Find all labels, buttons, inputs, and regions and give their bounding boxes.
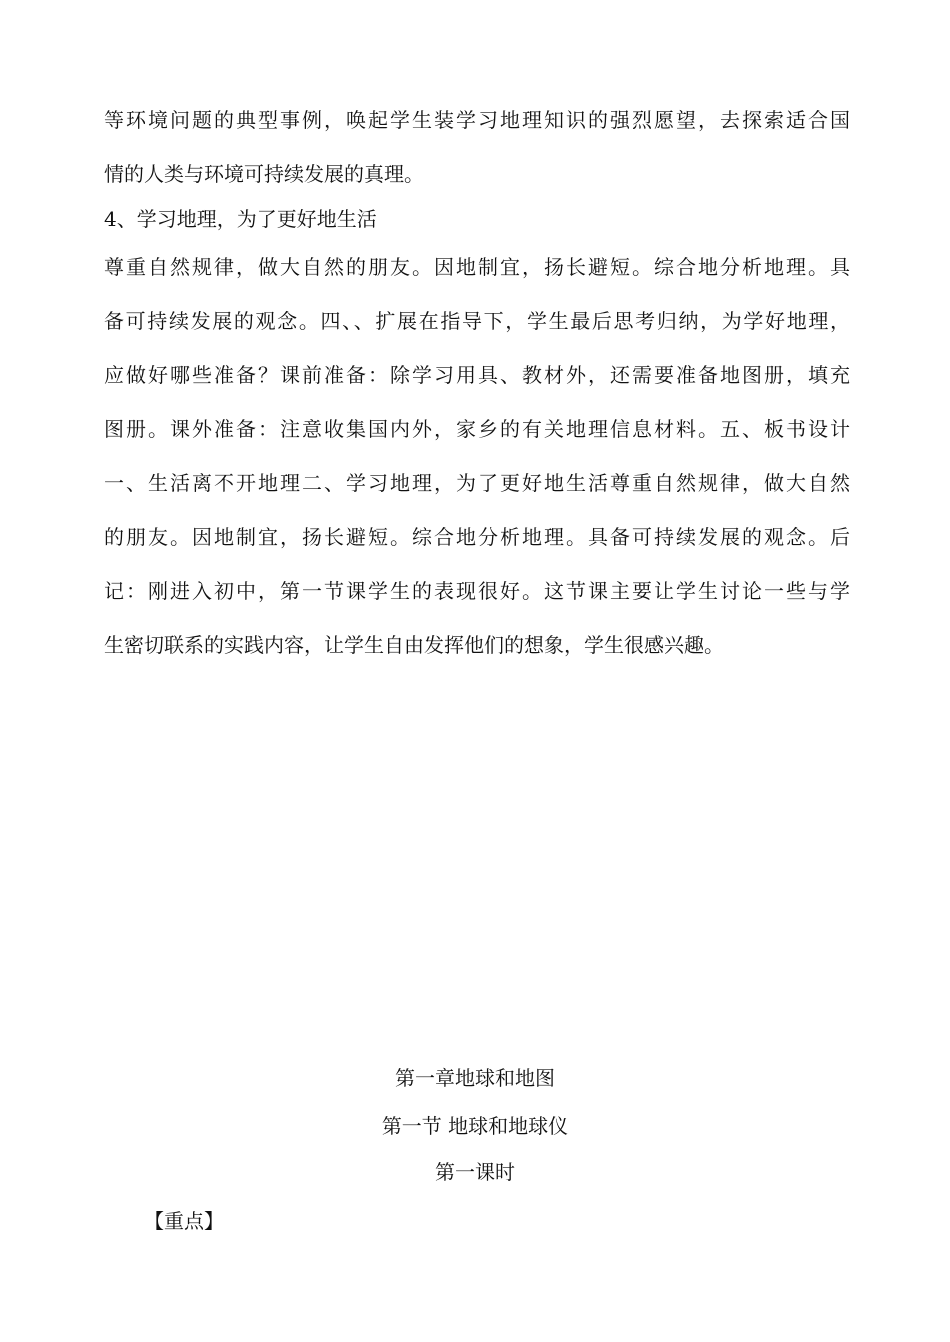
- paragraph-line: 尊重自然规律，做大自然的朋友。因地制宜，扬长避短。综合地分析地理。具: [104, 255, 850, 279]
- chapter-title: 第一章地球和地图: [395, 1066, 555, 1090]
- paragraph-line: 的朋友。因地制宜，扬长避短。综合地分析地理。具备可持续发展的观念。后: [104, 525, 850, 549]
- lesson-title: 第一课时: [435, 1160, 515, 1184]
- key-points-label: 【重点】: [144, 1209, 224, 1233]
- paragraph-line: 应做好哪些准备？课前准备：除学习用具、教材外，还需要准备地图册，填充: [104, 363, 850, 387]
- section-title: 第一节 地球和地球仪: [381, 1114, 569, 1138]
- paragraph-line: 情的人类与环境可持续发展的真理。: [104, 162, 424, 186]
- paragraph-intro: [104, 93, 850, 201]
- paragraph-line: 图册。课外准备：注意收集国内外，家乡的有关地理信息材料。五、板书设计: [104, 417, 850, 441]
- paragraph-line: 一、生活离不开地理二、学习地理，为了更好地生活尊重自然规律，做大自然: [104, 471, 850, 495]
- paragraph-line: 备可持续发展的观念。四、、扩展在指导下，学生最后思考归纳，为学好地理，: [104, 309, 850, 333]
- section-heading-4: 4、学习地理，为了更好地生活: [104, 207, 377, 231]
- paragraph-line: 等环境问题的典型事例，唤起学生装学习地理知识的强烈愿望，去探索适合国: [104, 108, 850, 132]
- paragraph-body: [104, 240, 850, 672]
- paragraph-line: 生密切联系的实践内容，让学生自由发挥他们的想象，学生很感兴趣。: [104, 633, 724, 657]
- paragraph-line: 记：刚进入初中，第一节课学生的表现很好。这节课主要让学生讨论一些与学: [104, 579, 850, 603]
